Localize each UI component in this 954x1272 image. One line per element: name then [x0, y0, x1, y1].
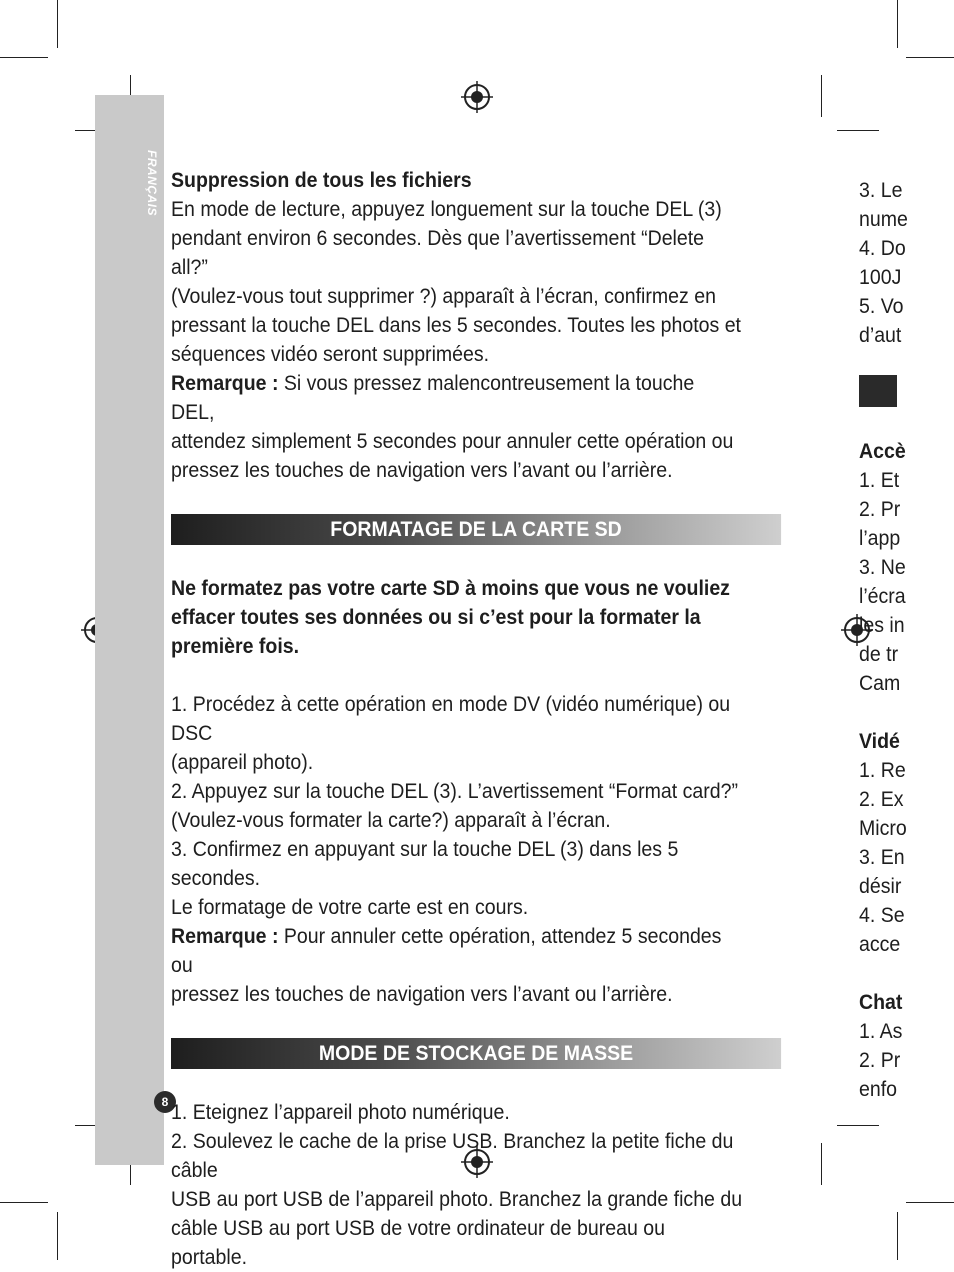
crop-mark	[906, 57, 954, 58]
text-fragment: Chat	[859, 991, 903, 1014]
step-line: 1. Procédez à cette opération en mode DV (vidéo numérique) ou DSC	[171, 693, 731, 745]
text-fragment: 2. Pr	[859, 1049, 901, 1072]
spacer	[171, 1069, 743, 1098]
text-line: pendant environ 6 secondes. Dès que l’avertissement “Delete all?”	[171, 227, 705, 279]
text-fragment: 4. Do	[859, 237, 906, 260]
warning-line: première fois.	[171, 635, 300, 658]
text-fragment: 3. Ne	[859, 556, 906, 579]
step-line: 1. Eteignez l’appareil photo numérique.	[171, 1101, 510, 1124]
note-line	[171, 922, 743, 980]
text-fragment: 3. Le	[859, 179, 903, 202]
note-label: Remarque :	[171, 925, 279, 948]
text-fragment: l’écra	[859, 585, 906, 608]
page-number: 8	[154, 1091, 176, 1113]
crop-mark	[837, 130, 879, 131]
step-line: câble USB au port USB de votre ordinateur de bureau ou portable.	[171, 1217, 665, 1269]
section-heading: Suppression de tous les fichiers	[171, 169, 472, 192]
step-line: 2. Soulevez le cache de la prise USB. Branchez la petite fiche du câble	[171, 1130, 734, 1182]
crop-mark	[821, 1143, 822, 1185]
language-tab	[141, 150, 161, 240]
registration-mark-icon	[461, 81, 493, 113]
text-fragment: d’aut	[859, 324, 902, 347]
warning-line: Ne formatez pas votre carte SD à moins que vous ne vouliez	[171, 577, 730, 600]
section-title-bar: FORMATAGE DE LA CARTE SD	[171, 514, 781, 545]
text-fragment: de tr	[859, 643, 899, 666]
language-label: FRANÇAIS	[145, 150, 159, 216]
right-column-fragment	[859, 172, 954, 1172]
text-fragment: désir	[859, 875, 902, 898]
text-fragment: 5. Vo	[859, 295, 904, 318]
text-fragment: 3. En	[859, 846, 905, 869]
step-line: Le formatage de votre carte est en cours.	[171, 896, 529, 919]
text-line: (Voulez-vous tout supprimer ?) apparaît à l’écran, confirmez en	[171, 285, 716, 308]
crop-mark	[0, 1202, 48, 1203]
text-fragment: 2. Ex	[859, 788, 904, 811]
text-fragment: 100J	[859, 266, 902, 289]
note-text: Pour annuler cette opération, attendez 5 secondes ou	[171, 925, 722, 977]
text-fragment: l’app	[859, 527, 901, 550]
spacer	[171, 485, 743, 514]
crop-mark	[821, 75, 822, 117]
spacer	[171, 661, 743, 690]
warning-line: effacer toutes ses données ou si c’est pour la formater la	[171, 606, 701, 629]
crop-mark	[57, 0, 58, 48]
text-fragment: 1. Et	[859, 469, 900, 492]
text-line: pressant la touche DEL dans les 5 secondes. Toutes les photos et	[171, 314, 741, 337]
text-fragment: Accè	[859, 440, 906, 463]
text-fragment: 1. Re	[859, 759, 906, 782]
crop-mark	[897, 1212, 898, 1260]
text-fragment: 2. Pr	[859, 498, 901, 521]
text-fragment: nume	[859, 208, 908, 231]
step-line: 2. Appuyez sur la touche DEL (3). L’avertissement “Format card?”	[171, 780, 738, 803]
language-sidebar	[95, 95, 164, 1165]
crop-mark	[0, 57, 48, 58]
text-fragment: acce	[859, 933, 901, 956]
text-line: pressez les touches de navigation vers l’avant ou l’arrière.	[171, 983, 673, 1006]
spacer	[171, 1009, 743, 1038]
text-fragment: 1. As	[859, 1020, 903, 1043]
main-text-column	[171, 166, 743, 1272]
crop-mark	[57, 1212, 58, 1260]
note-label: Remarque :	[171, 372, 279, 395]
text-line: attendez simplement 5 secondes pour annuler cette opération ou	[171, 430, 734, 453]
text-fragment: les in	[859, 614, 905, 637]
text-line: En mode de lecture, appuyez longuement sur la touche DEL (3)	[171, 198, 722, 221]
note-line	[171, 369, 743, 427]
step-line: USB au port USB de l’appareil photo. Branchez la grande fiche du	[171, 1188, 743, 1211]
text-fragment: Cam	[859, 672, 901, 695]
step-line: (appareil photo).	[171, 751, 314, 774]
text-line: pressez les touches de navigation vers l’avant ou l’arrière.	[171, 459, 673, 482]
text-fragment: Vidé	[859, 730, 900, 753]
text-fragment: 4. Se	[859, 904, 905, 927]
crop-mark	[906, 1202, 954, 1203]
text-line: séquences vidéo seront supprimées.	[171, 343, 490, 366]
text-fragment: Micro	[859, 817, 907, 840]
text-fragment: enfo	[859, 1078, 898, 1101]
section-title-bar: MODE DE STOCKAGE DE MASSE	[171, 1038, 781, 1069]
crop-mark	[897, 0, 898, 48]
note-text: Si vous pressez malencontreusement la touche DEL,	[171, 372, 695, 424]
step-line: (Voulez-vous formater la carte?) apparaît à l’écran.	[171, 809, 611, 832]
step-line: 3. Confirmez en appuyant sur la touche DEL (3) dans les 5 secondes.	[171, 838, 679, 890]
spacer	[171, 545, 743, 574]
